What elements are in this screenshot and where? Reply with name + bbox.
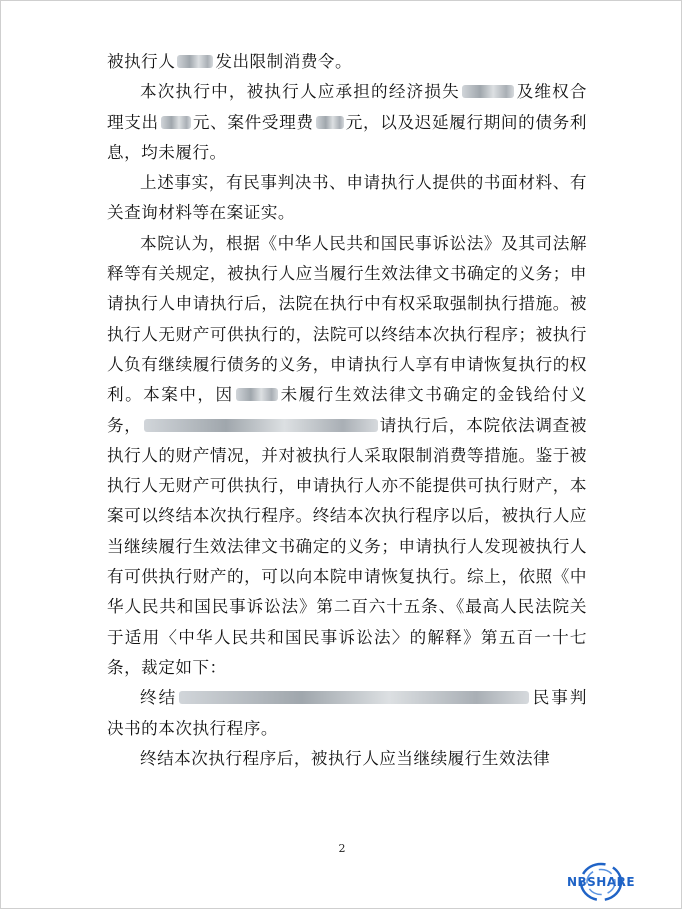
text-segment: 元，以及迟延履行期间的债务利息，均未履行。 [107, 112, 588, 162]
text-segment: 终结 [140, 688, 178, 708]
text-segment: 被执行人 [107, 52, 176, 71]
redacted-text [144, 419, 378, 432]
paragraph-restriction-order [107, 47, 587, 77]
redacted-text [161, 116, 191, 129]
text-segment: 及维权合理支出 [107, 82, 588, 132]
text-segment: 本次执行中，被执行人应承担的经济损失 [140, 82, 460, 102]
page-number: 2 [338, 842, 346, 855]
text-segment: 请执行后，本院依法调查被执行人的财产情况，并对被执行人采取限制消费等措施。鉴于被执行人无财产可供执行，申请执行人亦不能提供可执行财产，本案可以终结本次执行程序。终结本次执行程序以后，被执行人应当继续履行生效法律文书确定的义务；申请执行人发现被执行人有可供执行财产的，可以向本院申请恢复执行。综上，依照《中华人民共和国民事诉讼法》第二百六十五条、《最高人民法院关于适用〈中华人民共和国民事诉讼法〉的解释》第五百一十七条，裁定如下： [107, 415, 588, 677]
redacted-text [236, 388, 278, 401]
paragraph-losses [107, 77, 587, 168]
logo-text: NBSHARE [566, 875, 636, 889]
text-segment: 上述事实，有民事判决书、申请执行人提供的书面材料、有关查询材料等在案证实。 [107, 173, 587, 223]
redacted-text [316, 116, 344, 129]
text-segment: 元、案件受理费 [192, 112, 314, 132]
redacted-text [177, 55, 213, 68]
document-body [107, 47, 587, 774]
text-segment: 终结本次执行程序后，被执行人应当继续履行生效法律 [140, 748, 551, 768]
paragraph-court-opinion [107, 229, 587, 683]
paragraph-ruling [107, 683, 587, 744]
redacted-text [462, 85, 514, 98]
paragraph-facts [107, 168, 587, 229]
redacted-text [179, 691, 529, 704]
nbshare-watermark-logo [566, 859, 636, 907]
text-segment: 民事判决书的本次执行程序。 [107, 688, 588, 738]
text-segment: 发出限制消费令。 [215, 52, 353, 71]
text-segment: 本院认为，根据《中华人民共和国民事诉讼法》及其司法解释等有关规定，被执行人应当履行生效法律文书确定的义务；申请执行人申请执行后，法院在执行中有权采取强制执行措施。被执行人无财产可供执行的，法院可以终结本次执行程序；被执行人负有继续履行债务的义务，申请执行人享有申请恢复执行的权利。本案中，因 [107, 233, 587, 405]
paragraph-continuation [107, 744, 587, 774]
text-segment: 未履行生效法律文书确定的金钱给付义务， [107, 385, 588, 435]
